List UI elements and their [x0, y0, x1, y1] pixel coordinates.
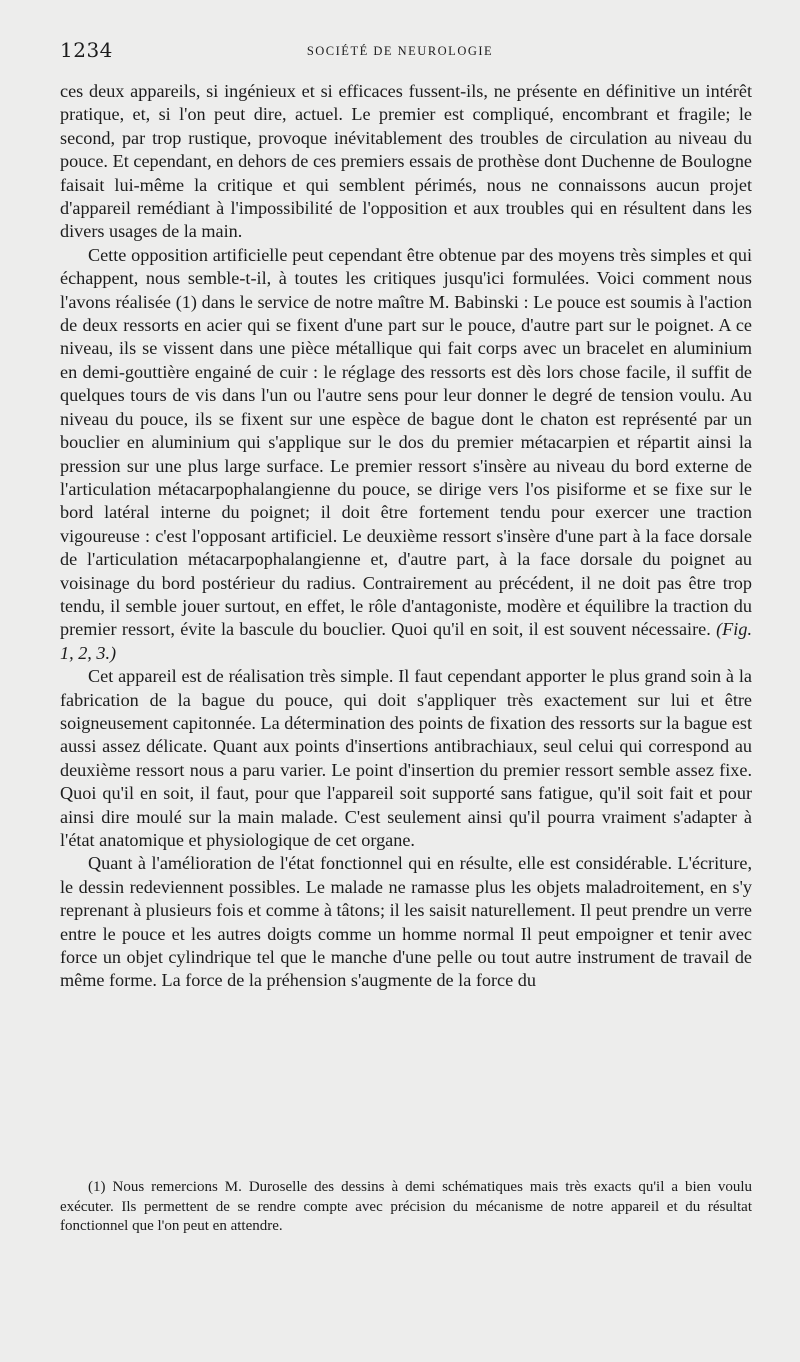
body-text: [60, 80, 752, 993]
paragraph-2-text: Cette opposition artificielle peut cependant être obtenue par des moyens très simples et qui échappent, nous semble-t-il, à toutes les critiques jusqu'ici formulées. Voici comment nous l'avons réalisée (1) dans le service de notre maître M. Babinski : Le pouce est soumis à l'action de deux ressorts en acier qui se fixent d'une part sur le pouce, d'autre part sur le poignet. A ce niveau, ils se vissent dans une pièce métallique qui fait corps avec un bracelet en aluminium en demi-gouttière engainé de cuir : le réglage des ressorts est dès lors chose facile, il suffit de quelques tours de vis dans l'un ou l'autre sens pour leur donner le degré de tension voulu. Au niveau du pouce, ils se fixent sur une espèce de bague dont le chaton est représenté par un bouclier en aluminium qui s'applique sur le dos du premier métacarpien et répartit ainsi la pression sur une plus large surface. Le premier ressort s'insère au niveau du bord externe de l'articulation métacarpophalangienne du pouce, se dirige vers l'os pisiforme et se fixe sur le bord latéral interne du poignet; il doit être fortement tendu pour exercer une traction vigoureuse : c'est l'opposant artificiel. Le deuxième ressort s'insère d'une part à la face dorsale de l'articulation métacarpophalangienne et, d'autre part, à la face dorsale du poignet au voisinage du bord postérieur du radius. Contrairement au précédent, il ne doit pas être trop tendu, il semble jouer surtout, en effet, le rôle d'antagoniste, modère et équilibre la traction du premier ressort, évite la bascule du bouclier. Quoi qu'il en soit, il est souvent nécessaire.: [60, 244, 752, 640]
paragraph-1-text: ces deux appareils, si ingénieux et si efficaces fussent-ils, ne présente en définitive un intérêt pratique, et, si l'on peut dire, actuel. Le premier est compliqué, encombrant et fragile; le second, par trop rustique, provoque inévitablement des troubles de circulation au niveau du pouce. Et cependant, en dehors de ces premiers essais de prothèse dont Duchenne de Boulogne faisait lui-même la critique et qui semblent périmés, nous ne connaissons aucun projet d'appareil remédiant à l'impossibilité de l'opposition et aux troubles qui en résultent dans les divers usages de la main.: [60, 81, 752, 242]
paragraph-3-text: Cet appareil est de réalisation très simple. Il faut cependant apporter le plus grand soin à la fabrication de la bague du pouce, qui doit s'appliquer très exactement sur lui et être soigneusement capitonnée. La détermination des points de fixation des ressorts sur la bague est aussi assez délicate. Quant aux points d'insertions antibrachiaux, seul celui qui correspond au deuxième ressort nous a paru varier. Le point d'insertion du premier ressort semble assez fixe. Quoi qu'il en soit, il faut, pour que l'appareil soit supporté sans fatigue, qu'il soit fait et pour ainsi dire moulé sur la main malade. C'est seulement ainsi qu'il pourra vraiment s'adapter à l'état anatomique et physiologique de cet organe.: [60, 666, 752, 850]
paragraph-4: [60, 852, 752, 992]
paragraph-3: [60, 665, 752, 852]
footnote-1: (1) Nous remercions M. Duroselle des dessins à demi schématiques mais très exacts qu'il a bien voulu exécuter. Ils permettent de se rendre compte avec précision du mécanisme de notre appareil et du résultat fonctionnel que l'on peut en attendre.: [60, 1179, 752, 1234]
paragraph-1: [60, 80, 752, 244]
paragraph-4-text: Quant à l'amélioration de l'état fonctionnel qui en résulte, elle est considérable. L'écriture, le dessin redeviennent possibles. Le malade ne ramasse plus les objets maladroitement, en s'y reprenant à plusieurs fois et comme à tâtons; il les saisit naturellement. Il peut prendre un verre entre le pouce et les autres doigts comme un homme normal Il peut empoigner et tenir avec force un objet cylindrique tel que le manche d'une pelle ou tout autre instrument de travail de même forme. La force de la préhension s'augmente de la force du: [60, 853, 752, 991]
figure-reference: (Fig. 1, 2, 3.): [60, 619, 752, 663]
footnotes: [60, 1178, 752, 1237]
page-number: 1234: [60, 38, 113, 62]
running-title: SOCIÉTÉ DE NEUROLOGIE: [306, 44, 494, 58]
paragraph-2: [60, 244, 752, 665]
